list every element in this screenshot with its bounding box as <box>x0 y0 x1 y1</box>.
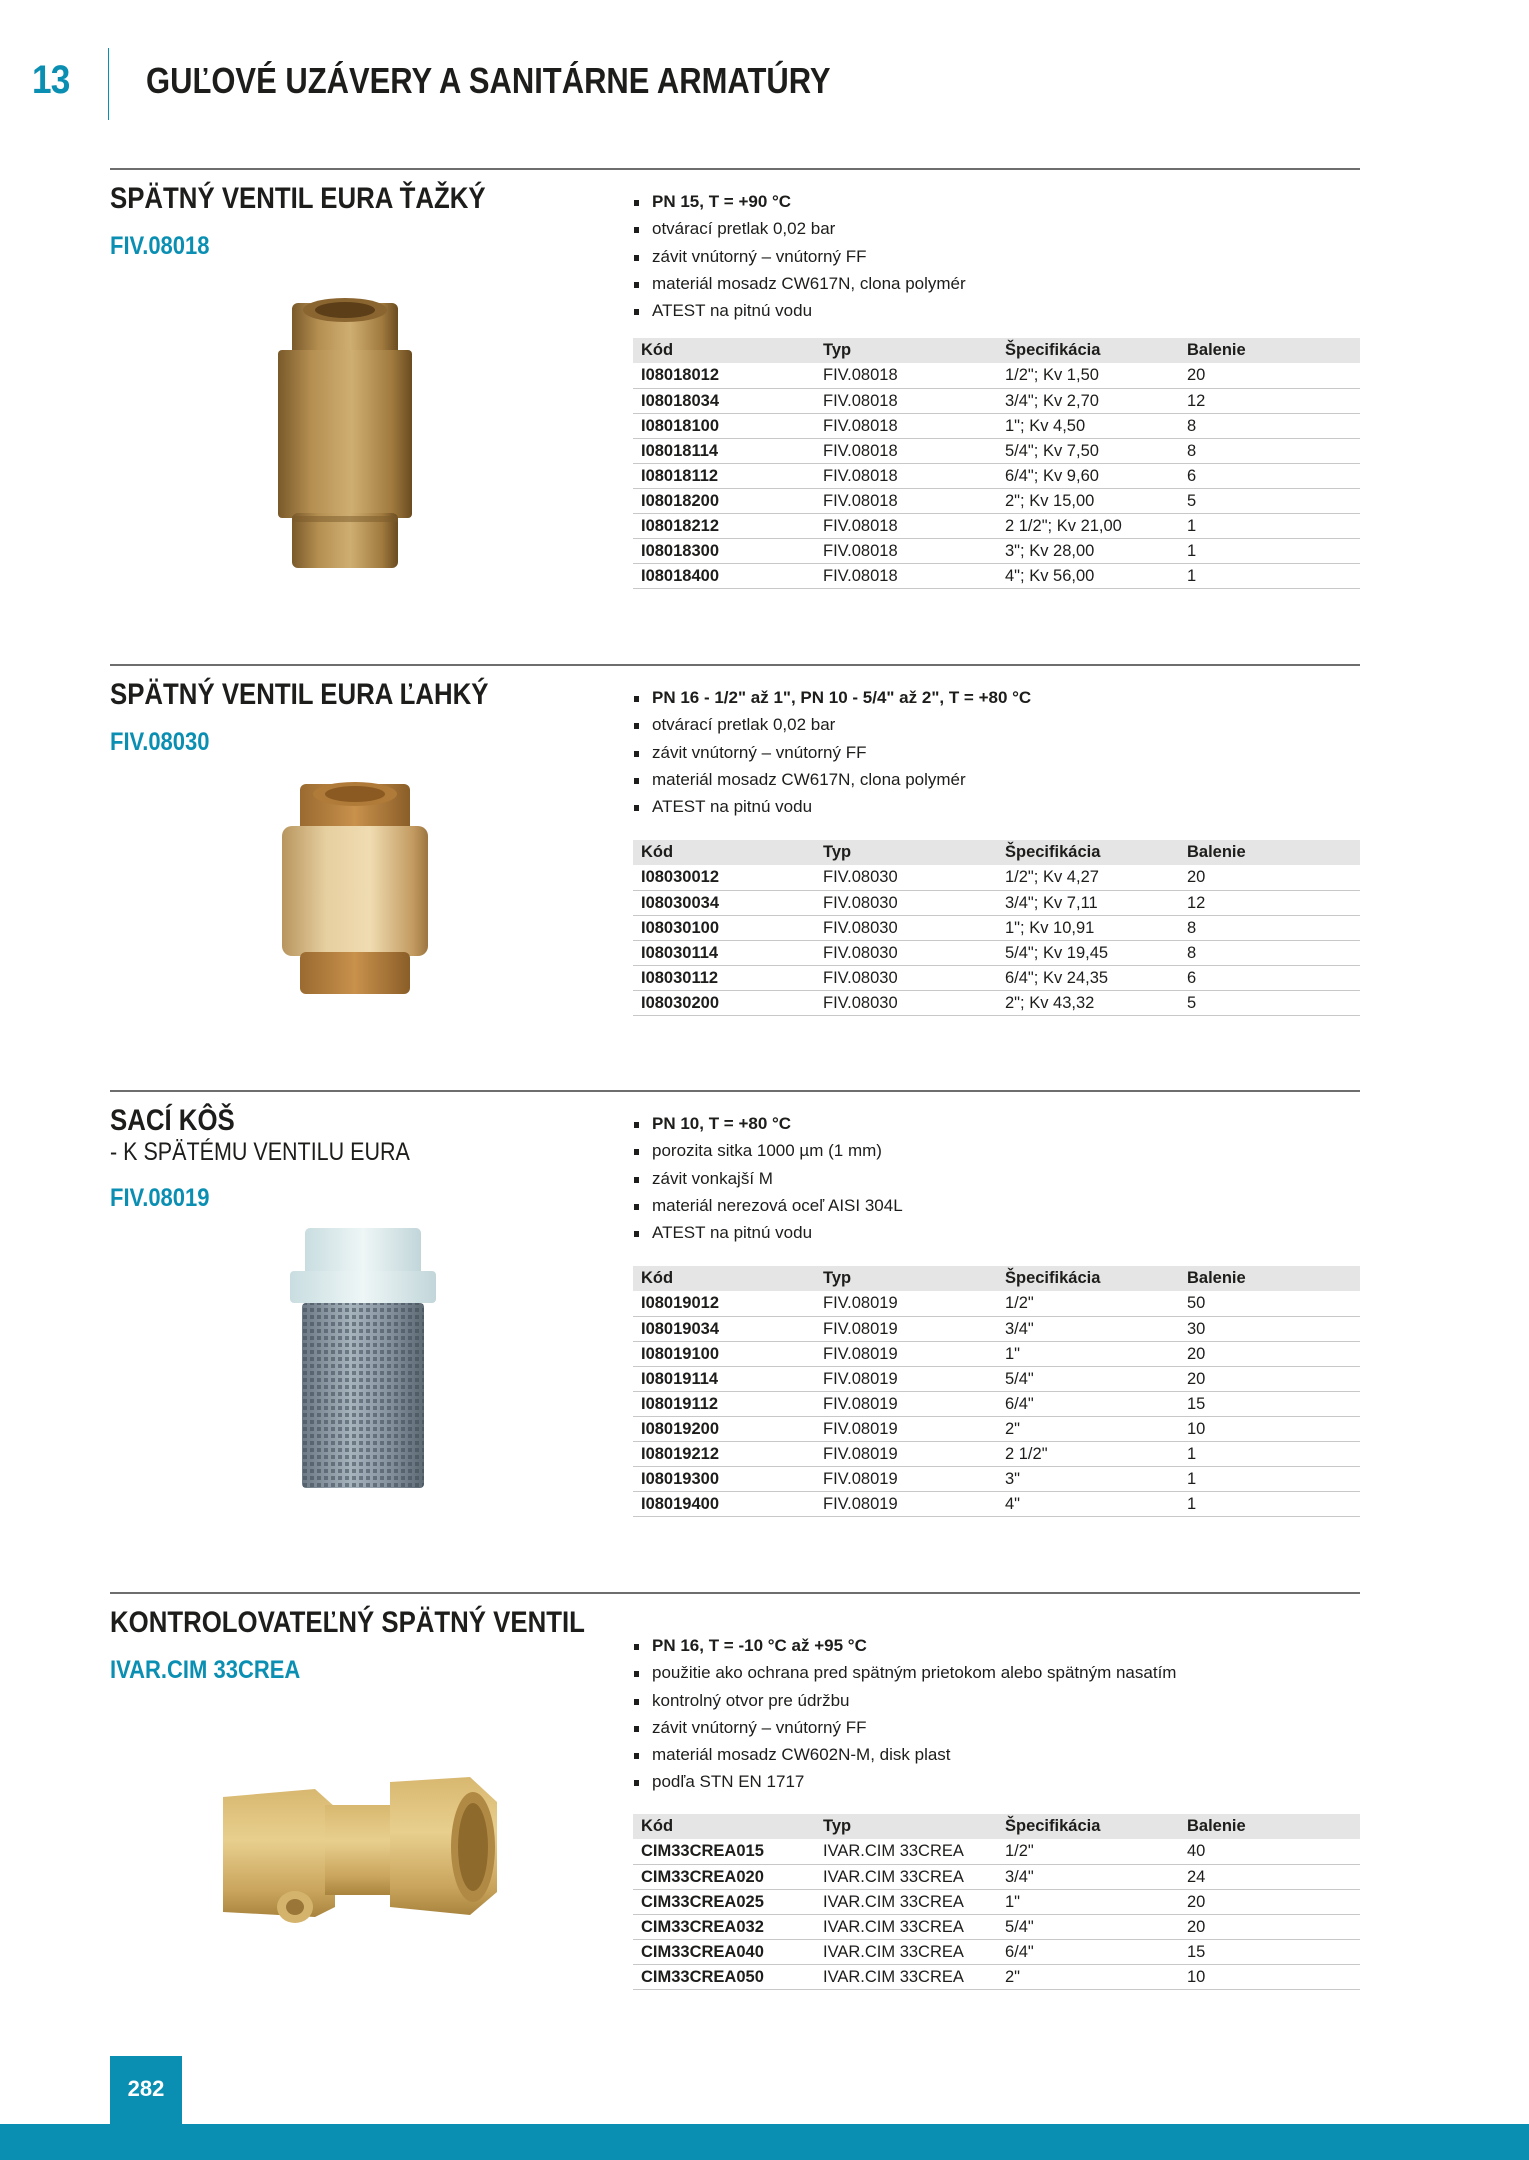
table-row <box>633 915 1360 940</box>
feature-item: otvárací pretlak 0,02 bar <box>633 711 1031 738</box>
column-header-balenie: Balenie <box>1179 1814 1360 1839</box>
code-cell: I08030012 <box>633 865 815 890</box>
product-section-fiv08018 <box>110 168 1360 598</box>
code-cell: I08018200 <box>633 488 815 513</box>
table-header-row <box>633 1814 1360 1839</box>
product-subtitle: - K SPÄTÉMU VENTILU EURA <box>110 1138 410 1166</box>
package-cell: 20 <box>1179 1366 1360 1391</box>
spec-cell: 3"; Kv 28,00 <box>997 538 1179 563</box>
feature-list <box>633 1110 903 1246</box>
spec-cell: 2"; Kv 15,00 <box>997 488 1179 513</box>
code-cell: I08030114 <box>633 940 815 965</box>
spec-cell: 1/2"; Kv 1,50 <box>997 363 1179 388</box>
type-cell: FIV.08019 <box>815 1366 997 1391</box>
table-header-row <box>633 338 1360 363</box>
spec-cell: 1/2" <box>997 1839 1179 1864</box>
feature-list <box>633 1632 1176 1796</box>
code-cell: I08018112 <box>633 463 815 488</box>
spec-cell: 5/4"; Kv 7,50 <box>997 438 1179 463</box>
product-section-cim33crea <box>110 1592 1360 2012</box>
type-cell: FIV.08030 <box>815 990 997 1015</box>
code-cell: I08030112 <box>633 965 815 990</box>
code-cell: I08019112 <box>633 1391 815 1416</box>
spec-cell: 6/4" <box>997 1391 1179 1416</box>
product-code: FIV.08019 <box>110 1184 210 1212</box>
column-header-kod: Kód <box>633 840 815 865</box>
column-header-balenie: Balenie <box>1179 840 1360 865</box>
feature-item: PN 16, T = -10 °C až +95 °C <box>633 1632 1176 1659</box>
product-code: FIV.08030 <box>110 728 210 756</box>
column-header-typ: Typ <box>815 1266 997 1291</box>
spec-cell: 4" <box>997 1491 1179 1516</box>
table-row <box>633 563 1360 588</box>
table-row <box>633 363 1360 388</box>
type-cell: IVAR.CIM 33CREA <box>815 1889 997 1914</box>
feature-item: závit vnútorný – vnútorný FF <box>633 1714 1176 1741</box>
package-cell: 20 <box>1179 865 1360 890</box>
code-cell: CIM33CREA025 <box>633 1889 815 1914</box>
package-cell: 12 <box>1179 388 1360 413</box>
spec-cell: 6/4"; Kv 9,60 <box>997 463 1179 488</box>
feature-item: materiál mosadz CW617N, clona polymér <box>633 270 966 297</box>
table-row <box>633 990 1360 1015</box>
table-row <box>633 865 1360 890</box>
type-cell: FIV.08030 <box>815 865 997 890</box>
table-row <box>633 890 1360 915</box>
footer-bar <box>0 2124 1529 2160</box>
type-cell: FIV.08019 <box>815 1441 997 1466</box>
code-cell: I08018212 <box>633 513 815 538</box>
package-cell: 30 <box>1179 1316 1360 1341</box>
package-cell: 5 <box>1179 990 1360 1015</box>
table-row <box>633 1491 1360 1516</box>
spec-cell: 1" <box>997 1889 1179 1914</box>
type-cell: FIV.08030 <box>815 965 997 990</box>
spec-cell: 5/4" <box>997 1366 1179 1391</box>
type-cell: FIV.08030 <box>815 890 997 915</box>
table-header-row <box>633 1266 1360 1291</box>
code-cell: CIM33CREA015 <box>633 1839 815 1864</box>
code-cell: I08019400 <box>633 1491 815 1516</box>
package-cell: 12 <box>1179 890 1360 915</box>
spec-table <box>633 1814 1360 1990</box>
code-cell: CIM33CREA040 <box>633 1939 815 1964</box>
feature-item: kontrolný otvor pre údržbu <box>633 1687 1176 1714</box>
code-cell: I08019100 <box>633 1341 815 1366</box>
type-cell: IVAR.CIM 33CREA <box>815 1839 997 1864</box>
package-cell: 6 <box>1179 463 1360 488</box>
spec-cell: 3/4" <box>997 1316 1179 1341</box>
table-row <box>633 1914 1360 1939</box>
package-cell: 1 <box>1179 1441 1360 1466</box>
spec-table <box>633 840 1360 1016</box>
package-cell: 10 <box>1179 1416 1360 1441</box>
feature-item: ATEST na pitnú vodu <box>633 297 966 324</box>
spec-cell: 2" <box>997 1964 1179 1989</box>
package-cell: 24 <box>1179 1864 1360 1889</box>
column-header-typ: Typ <box>815 338 997 363</box>
table-row <box>633 965 1360 990</box>
table-row <box>633 1441 1360 1466</box>
spec-cell: 1" <box>997 1341 1179 1366</box>
product-title: SACÍ KÔŠ <box>110 1104 235 1137</box>
spec-cell: 2 1/2" <box>997 1441 1179 1466</box>
package-cell: 1 <box>1179 1466 1360 1491</box>
spec-cell: 1/2"; Kv 4,27 <box>997 865 1179 890</box>
type-cell: FIV.08018 <box>815 388 997 413</box>
table-row <box>633 513 1360 538</box>
type-cell: FIV.08019 <box>815 1416 997 1441</box>
code-cell: I08019200 <box>633 1416 815 1441</box>
section-divider <box>110 1592 1360 1594</box>
column-header-typ: Typ <box>815 840 997 865</box>
package-cell: 20 <box>1179 363 1360 388</box>
table-row <box>633 1291 1360 1316</box>
type-cell: IVAR.CIM 33CREA <box>815 1864 997 1889</box>
product-section-fiv08030 <box>110 664 1360 1024</box>
type-cell: FIV.08018 <box>815 463 997 488</box>
feature-item: závit vnútorný – vnútorný FF <box>633 243 966 270</box>
product-code: FIV.08018 <box>110 232 210 260</box>
package-cell: 10 <box>1179 1964 1360 1989</box>
feature-item: PN 10, T = +80 °C <box>633 1110 903 1137</box>
feature-item: porozita sitka 1000 µm (1 mm) <box>633 1137 903 1164</box>
package-cell: 1 <box>1179 538 1360 563</box>
column-header-specifikacia: Špecifikácia <box>997 840 1179 865</box>
column-header-kod: Kód <box>633 338 815 363</box>
type-cell: FIV.08030 <box>815 940 997 965</box>
code-cell: I08030034 <box>633 890 815 915</box>
package-cell: 8 <box>1179 940 1360 965</box>
table-row <box>633 463 1360 488</box>
type-cell: FIV.08018 <box>815 488 997 513</box>
feature-item: otvárací pretlak 0,02 bar <box>633 215 966 242</box>
code-cell: I08019300 <box>633 1466 815 1491</box>
spec-table <box>633 1266 1360 1517</box>
chapter-number: 13 <box>32 58 70 102</box>
spec-cell: 5/4"; Kv 19,45 <box>997 940 1179 965</box>
spec-cell: 5/4" <box>997 1914 1179 1939</box>
code-cell: I08018012 <box>633 363 815 388</box>
column-header-specifikacia: Špecifikácia <box>997 1266 1179 1291</box>
code-cell: CIM33CREA032 <box>633 1914 815 1939</box>
package-cell: 5 <box>1179 488 1360 513</box>
page-title: GUĽOVÉ UZÁVERY A SANITÁRNE ARMATÚRY <box>146 60 831 101</box>
product-code: IVAR.CIM 33CREA <box>110 1656 301 1684</box>
table-row <box>633 1839 1360 1864</box>
table-row <box>633 388 1360 413</box>
chapter-divider <box>108 48 109 120</box>
feature-item: materiál mosadz CW617N, clona polymér <box>633 766 1031 793</box>
table-row <box>633 1316 1360 1341</box>
feature-list <box>633 684 1031 820</box>
table-row <box>633 1964 1360 1989</box>
feature-item: ATEST na pitnú vodu <box>633 1219 903 1246</box>
type-cell: FIV.08019 <box>815 1466 997 1491</box>
package-cell: 8 <box>1179 438 1360 463</box>
section-divider <box>110 664 1360 666</box>
package-cell: 8 <box>1179 413 1360 438</box>
package-cell: 15 <box>1179 1391 1360 1416</box>
column-header-kod: Kód <box>633 1266 815 1291</box>
type-cell: FIV.08019 <box>815 1291 997 1316</box>
spec-cell: 2 1/2"; Kv 21,00 <box>997 513 1179 538</box>
code-cell: I08018034 <box>633 388 815 413</box>
package-cell: 40 <box>1179 1839 1360 1864</box>
section-divider <box>110 168 1360 170</box>
package-cell: 8 <box>1179 915 1360 940</box>
section-divider <box>110 1090 1360 1092</box>
spec-cell: 3/4"; Kv 7,11 <box>997 890 1179 915</box>
table-row <box>633 1341 1360 1366</box>
table-row <box>633 438 1360 463</box>
code-cell: I08018300 <box>633 538 815 563</box>
spec-cell: 2"; Kv 43,32 <box>997 990 1179 1015</box>
type-cell: FIV.08018 <box>815 363 997 388</box>
code-cell: I08019212 <box>633 1441 815 1466</box>
type-cell: FIV.08030 <box>815 915 997 940</box>
feature-item: závit vonkajší M <box>633 1165 903 1192</box>
column-header-balenie: Balenie <box>1179 1266 1360 1291</box>
page-number: 282 <box>127 2076 165 2101</box>
column-header-specifikacia: Špecifikácia <box>997 338 1179 363</box>
inspectable-check-valve-image <box>215 1767 505 1937</box>
type-cell: FIV.08019 <box>815 1341 997 1366</box>
code-cell: I08030100 <box>633 915 815 940</box>
type-cell: FIV.08019 <box>815 1491 997 1516</box>
product-title: SPÄTNÝ VENTIL EURA ĽAHKÝ <box>110 678 489 711</box>
code-cell: I08018400 <box>633 563 815 588</box>
package-cell: 1 <box>1179 563 1360 588</box>
spec-cell: 1/2" <box>997 1291 1179 1316</box>
feature-item: materiál nerezová oceľ AISI 304L <box>633 1192 903 1219</box>
package-cell: 1 <box>1179 1491 1360 1516</box>
package-cell: 20 <box>1179 1341 1360 1366</box>
spec-table <box>633 338 1360 589</box>
code-cell: I08018100 <box>633 413 815 438</box>
spec-cell: 3/4" <box>997 1864 1179 1889</box>
product-title: KONTROLOVATEĽNÝ SPÄTNÝ VENTIL <box>110 1606 585 1639</box>
package-cell: 6 <box>1179 965 1360 990</box>
table-row <box>633 538 1360 563</box>
spec-cell: 4"; Kv 56,00 <box>997 563 1179 588</box>
type-cell: FIV.08018 <box>815 513 997 538</box>
package-cell: 20 <box>1179 1889 1360 1914</box>
table-row <box>633 940 1360 965</box>
code-cell: I08018114 <box>633 438 815 463</box>
code-cell: CIM33CREA050 <box>633 1964 815 1989</box>
brass-check-valve-heavy-image <box>260 288 430 578</box>
type-cell: FIV.08019 <box>815 1316 997 1341</box>
package-cell: 50 <box>1179 1291 1360 1316</box>
suction-strainer-image <box>288 1223 438 1493</box>
table-row <box>633 1939 1360 1964</box>
product-section-fiv08019 <box>110 1090 1360 1530</box>
spec-cell: 3" <box>997 1466 1179 1491</box>
type-cell: IVAR.CIM 33CREA <box>815 1939 997 1964</box>
table-row <box>633 1889 1360 1914</box>
type-cell: FIV.08018 <box>815 538 997 563</box>
table-row <box>633 1391 1360 1416</box>
table-row <box>633 488 1360 513</box>
table-row <box>633 1366 1360 1391</box>
type-cell: IVAR.CIM 33CREA <box>815 1914 997 1939</box>
feature-item: ATEST na pitnú vodu <box>633 793 1031 820</box>
table-row <box>633 1466 1360 1491</box>
spec-cell: 6/4" <box>997 1939 1179 1964</box>
package-cell: 20 <box>1179 1914 1360 1939</box>
type-cell: IVAR.CIM 33CREA <box>815 1964 997 1989</box>
column-header-balenie: Balenie <box>1179 338 1360 363</box>
feature-item: materiál mosadz CW602N-M, disk plast <box>633 1741 1176 1768</box>
brass-check-valve-light-image <box>280 774 430 999</box>
table-header-row <box>633 840 1360 865</box>
product-title: SPÄTNÝ VENTIL EURA ŤAŽKÝ <box>110 182 486 215</box>
feature-item: PN 16 - 1/2" až 1", PN 10 - 5/4" až 2", T = +80 °C <box>633 684 1031 711</box>
column-header-specifikacia: Špecifikácia <box>997 1814 1179 1839</box>
column-header-typ: Typ <box>815 1814 997 1839</box>
table-row <box>633 413 1360 438</box>
package-cell: 15 <box>1179 1939 1360 1964</box>
spec-cell: 3/4"; Kv 2,70 <box>997 388 1179 413</box>
feature-item: PN 15, T = +90 °C <box>633 188 966 215</box>
feature-item: použitie ako ochrana pred spätným prietokom alebo spätným nasatím <box>633 1659 1176 1686</box>
code-cell: CIM33CREA020 <box>633 1864 815 1889</box>
code-cell: I08030200 <box>633 990 815 1015</box>
table-row <box>633 1864 1360 1889</box>
package-cell: 1 <box>1179 513 1360 538</box>
type-cell: FIV.08018 <box>815 413 997 438</box>
code-cell: I08019034 <box>633 1316 815 1341</box>
code-cell: I08019114 <box>633 1366 815 1391</box>
feature-list <box>633 188 966 324</box>
type-cell: FIV.08018 <box>815 438 997 463</box>
page-number-box <box>110 2056 182 2160</box>
spec-cell: 6/4"; Kv 24,35 <box>997 965 1179 990</box>
feature-item: podľa STN EN 1717 <box>633 1768 1176 1795</box>
type-cell: FIV.08018 <box>815 563 997 588</box>
feature-item: závit vnútorný – vnútorný FF <box>633 739 1031 766</box>
spec-cell: 1"; Kv 10,91 <box>997 915 1179 940</box>
type-cell: FIV.08019 <box>815 1391 997 1416</box>
column-header-kod: Kód <box>633 1814 815 1839</box>
code-cell: I08019012 <box>633 1291 815 1316</box>
spec-cell: 2" <box>997 1416 1179 1441</box>
table-row <box>633 1416 1360 1441</box>
spec-cell: 1"; Kv 4,50 <box>997 413 1179 438</box>
